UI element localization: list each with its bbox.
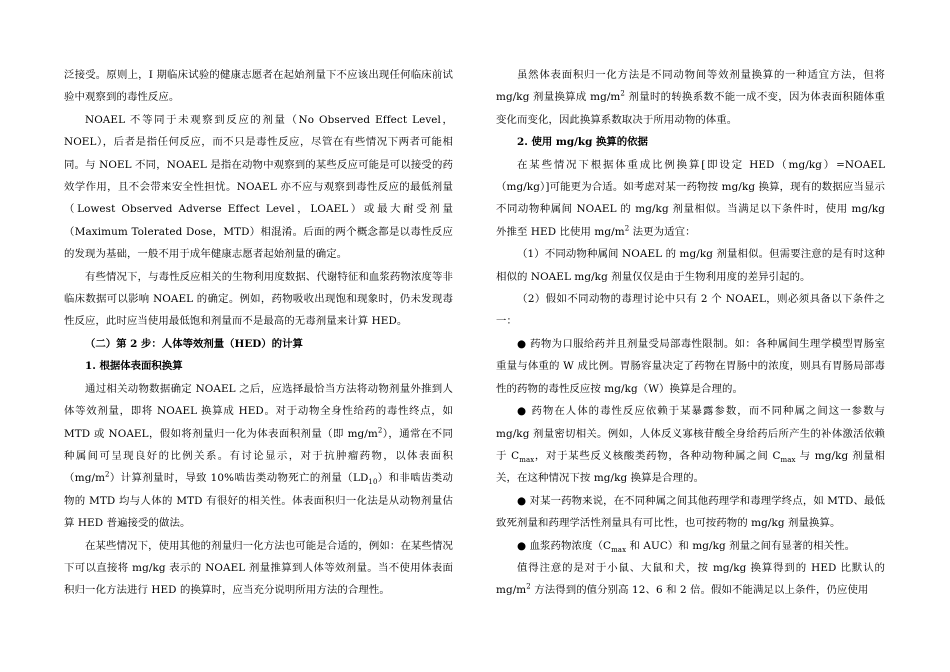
superscript: 2 <box>526 582 531 591</box>
text-run: 虽然体表面积归一化方法是不同动物间等效剂量换算的一种适宜方法，但将 mg/kg 剂量换算成 mg/m <box>496 69 885 104</box>
paragraph-bsa-conversion <box>64 378 453 535</box>
paragraph-noael-definition: NOAEL 不等同于未观察到反应的剂量（No Observed Effect Level，NOEL），后者是指任何反应，而不只是毒性反应，尽管在有些情况下两者可能相同。与 NOEL 不同，NOAEL 是指在动物中观察到的某些反应可能是可以接受的药效学作用，且不会带来安全性担忧。NOAEL 亦不应与观察到毒性反应的最低剂量（Lowest Observed Adverse Effect Level，LOAEL）或最大耐受剂量（Maximum Tolerated Dose，MTD）相混淆。后面的两个概念都是以毒性反应的发现为基础，一般不用于成年健康志愿者起始剂量的确定。 <box>64 113 453 261</box>
paragraph-mgkg-conditions <box>496 154 885 244</box>
superscript: 2 <box>377 426 383 435</box>
bullet-plasma-concentration <box>496 535 885 557</box>
text-run: 与 mg/kg 剂量相关，在这种情况下按 mg/kg 换算是合理的。 <box>496 449 885 485</box>
superscript: 2 <box>624 224 630 233</box>
text-run: 通过相关动物数据确定 NOAEL 之后，应选择最恰当方法将动物剂量外推到人体等效剂量，即将 NOAEL 换算成 HED。对于动物全身性给药的毒性终点，如 MTD 或 NOAEL，假如将剂量归一化为体表面积剂量（即 mg/m <box>64 382 453 440</box>
left-column <box>64 64 453 602</box>
bullet-comparable-endpoints: ● 对某一药物来说，在不同种属之间其他药理学和毒理学终点，如 MTD、最低致死剂量和药理学活性剂量具有可比性，也可按药物的 mg/kg 剂量换算。 <box>496 494 885 530</box>
text-run: ）计算剂量时，导致 10%啮齿类动物死亡的剂量（LD <box>109 472 369 485</box>
bullet-exposure-parameter <box>496 400 885 490</box>
paragraph-species-comparison <box>496 557 885 602</box>
subscript: 10 <box>368 478 378 487</box>
subscript: max <box>780 455 796 464</box>
text-run: 剂量时的转换系数不能一成不变，因为体表面积随体重变化而变化，因此换算系数取决于所用动物的体重。 <box>496 91 885 126</box>
text-run: 在某些情况下根据体重成比例换算[即设定 HED（mg/kg）=NOAEL（mg/kg）]可能更为合适。如考虑对某一药物按 mg/kg 换算，现有的数据应当显示不同动物种属间 NOAEL 的 mg/kg 剂量相似。当满足以下条件时，使用 mg/kg 外推至 HED 比使用 mg/m <box>496 158 885 238</box>
subheading-mgkg-basis: 2. 使用 mg/kg 换算的依据 <box>517 136 648 149</box>
right-column <box>496 64 885 602</box>
text-run: 和 AUC）和 mg/kg 剂量之间有显著的相关性。 <box>626 539 856 552</box>
text-run: ● 药物在人体的毒性反应依赖于某暴露参数，而不同种属之间这一参数与 mg/kg 剂量密切相关。例如，人体反义寡核苷酸全身给药后所产生的补体激活依赖于 C <box>496 405 885 462</box>
paragraph-other-normalization: 在某些情况下，使用其他的剂量归一化方法也可能是合适的，例如：在某些情况下可以直接将 mg/kg 表示的 NOAEL 剂量推算到人体等效剂量。当不使用体表面积归一化方法进行 HED 的换算时，应当充分说明所用方法的合理性。 <box>64 539 453 597</box>
paragraph-conversion-factor <box>496 64 885 131</box>
text-run: 值得注意的是对于小鼠、大鼠和犬，按 mg/kg 换算得到的 HED 比默认的 mg/m <box>496 561 885 597</box>
text-run: ，对于某些反义核酸类药物，各种动物种属之间 C <box>534 449 781 462</box>
text-run: 方法得到的值分别高 12、6 和 2 倍。假如不能满足以上条件，仍应使用 <box>530 584 869 597</box>
subheading-body-surface-area: 1. 根据体表面积换算 <box>85 360 183 373</box>
subscript: max <box>611 545 627 554</box>
text-run: ● 血浆药物浓度（C <box>517 539 612 552</box>
paragraph-condition-1: （1）不同动物种属间 NOAEL 的 mg/kg 剂量相似。但需要注意的是有时这种相似的 NOAEL mg/kg 剂量仅仅是由于生物利用度的差异引起的。 <box>496 248 885 283</box>
text-run: ）和非啮齿类动物的 MTD 均与人体的 MTD 有很好的相关性。体表面积归一化法是从动物剂量估算 HED 普遍接受的做法。 <box>64 472 454 530</box>
superscript: 2 <box>105 470 110 479</box>
text-run: ），通常在不同种属间可呈现良好的比例关系。有讨论显示，对于抗肿瘤药物，以体表面积（mg/m <box>64 427 453 485</box>
paragraph-condition-2: （2）假如不同动物的毒理讨论中只有 2 个 NOAEL，则必须具备以下条件之一： <box>496 293 885 328</box>
subscript: max <box>519 455 535 464</box>
paragraph: 泛接受。原则上，I 期临床试验的健康志愿者在起始剂量下不应该出现任何临床前试验中观察到的毒性反应。 <box>64 69 453 104</box>
superscript: 2 <box>620 89 625 98</box>
paragraph-nonclinical-data: 有些情况下，与毒性反应相关的生物利用度数据、代谢特征和血浆药物浓度等非临床数据可以影响 NOAEL 的确定。例如，药物吸收出现饱和现象时，仍未发现毒性反应，此时应当使用最低饱和剂量而不是最高的无毒剂量来计算 HED。 <box>64 270 453 328</box>
section-heading-step2: （二）第 2 步：人体等效剂量（HED）的计算 <box>85 337 303 350</box>
bullet-oral-local-toxicity: ● 药物为口服给药并且剂量受局部毒性限制。如：各种属间生理学模型胃肠室重量与体重的 W 成比例。胃肠容量决定了药物在胃肠中的浓度，则具有胃肠局部毒性的药物的毒性反应按 mg/kg（W）换算是合理的。 <box>496 337 885 395</box>
text-run: 法更为适宜： <box>629 225 696 238</box>
